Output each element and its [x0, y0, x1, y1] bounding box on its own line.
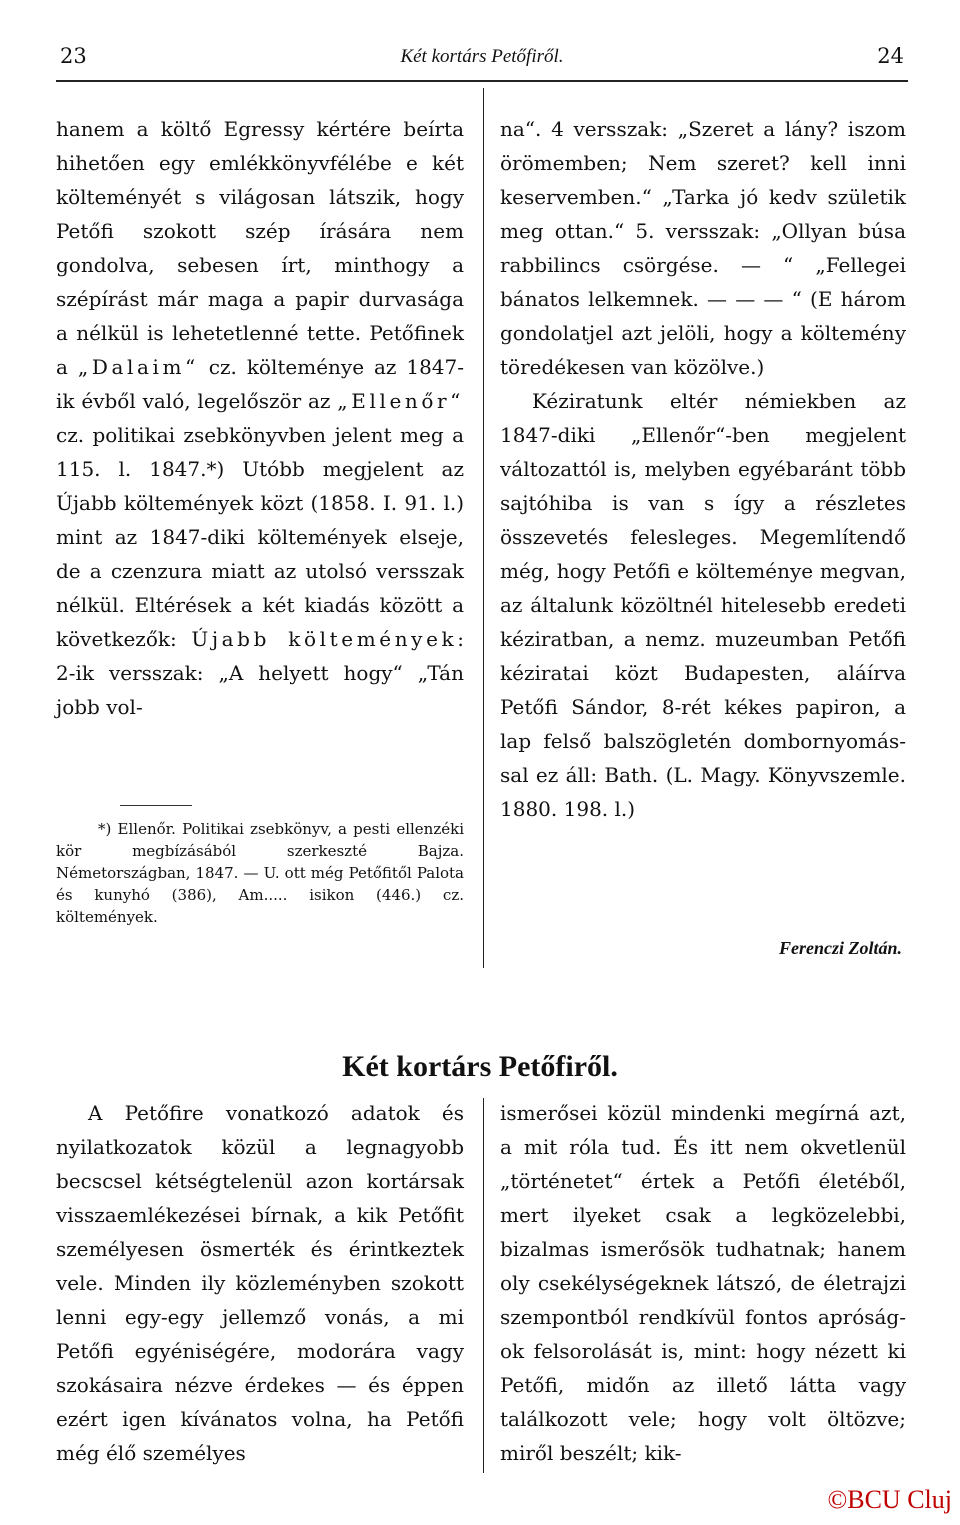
left-page-number: 23 [60, 44, 87, 68]
right-column-top [500, 112, 906, 826]
paragraph: hanem a költő Egressy kértére beírta hihetően egy emlékkönyvfélébe e két költeményét s világosan látszik, hogy Petőfi szokott szép írására nem gondolva, sebesen írt, minthogy a szépírást már maga a papir durvasága a nélkül is lehetetlenné tette. Petőfinek a „Dalaim“ cz. költeménye az 1847-ik évből való, legelőször az „Ellenőr“ cz. politikai zsebkönyvben jelent meg a 115. l. 1847.*) Utóbb megjelent az Újabb költemények közt (1858. I. 91. l.) mint az 1847-diki költemények elseje, de a czenzura miatt az utolsó versszak nélkül. Eltérések a két kiadás között a következők: Újabb költemények: 2-ik versszak: „A helyett hogy“ „Tán jobb vol- [56, 117, 465, 719]
section-title: Két kortárs Petőfiről. [342, 1050, 618, 1083]
paragraph: na“. 4 versszak: „Szeret a lány? iszom örömemben; Nem szeret? kell inni keservemben.“ „Tarka jó kedv születik meg ottan.“ 5. versszak: „Ollyan búsa rabbilincs csörgése. — “ „Fellegei bánatos lelkemnek. — — — “ (E három gondolatjel azt jelöli, hogy a költemény töredékesen van közölve.) [500, 117, 906, 379]
right-page-number: 24 [877, 44, 904, 68]
footnote-rule [120, 805, 192, 806]
paragraph: A Petőfire vonatkozó adatok és nyilatkozatok közül a legnagyobb becscsel kétségtelenül azon kortársak visszaemlékezései bírnak, a kik Petőfit személyesen ösmerték és érintkeztek vele. Minden ily közleményben szokott lenni egy-egy jellemző vonás, a mi Petőfi egyéniségére, modorára vagy szokásaira nézve érdekes — és éppen ezért igen kívánatos volna, ha Petőfi még élő személyes [56, 1101, 464, 1465]
header-rule [56, 80, 908, 82]
column-divider-top [483, 88, 484, 968]
library-watermark: ©BCU Cluj [827, 1485, 952, 1514]
running-title: Két kortárs Petőfiről. [400, 46, 564, 67]
left-column-top [56, 112, 464, 724]
right-column-bottom [500, 1096, 906, 1470]
left-column-bottom [56, 1096, 464, 1470]
author-signature: Ferenczi Zoltán. [778, 938, 902, 958]
paragraph: Kéziratunk eltér némiekben az 1847-diki „Ellenőr“-ben megjelent változattól is, melyben egyébaránt több sajtóhiba is van s így a részletes összevetés felesleges. Megemlítendő még, hogy Petőfi e költeménye megvan, az általunk közöltnél hitelesebb eredeti kéziratban, a nemz. muzeumban Petőfi kéziratai közt Budapesten, aláírva Petőfi Sándor, 8-rét kékes papiron, a lap felső balszögletén dombornyomással ez áll: Bath. (L. Magy. Könyvszemle. 1880. 198. l.) [500, 389, 906, 821]
page-header [56, 40, 908, 80]
paragraph: ismerősei közül mindenki megírná azt, a mit róla tud. És itt nem okvetlenül „történetet“ értek a Petőfi életéből, mert ilyeket csak a legközelebbi, bizalmas ismerősök tudhatnak; hanem oly csekélységeknek látszó, de életrajzi szempontból rendkívül fontos apróságok felsorolását is, mint: hogy nézett ki Petőfi, midőn az illető látta vagy találkozott vele; hogy volt öltözve; miről beszélt; kik- [500, 1101, 906, 1465]
column-divider-bottom [483, 1098, 484, 1473]
footnote: *) Ellenőr. Politikai zsebkönyv, a pesti ellenzéki kör megbízásából szerkeszté Bajza. Németországban, 1847. — U. ott még Petőfitől Palota és kunyhó (386), Am..... isikon (446.) cz. költemények. [56, 820, 464, 926]
